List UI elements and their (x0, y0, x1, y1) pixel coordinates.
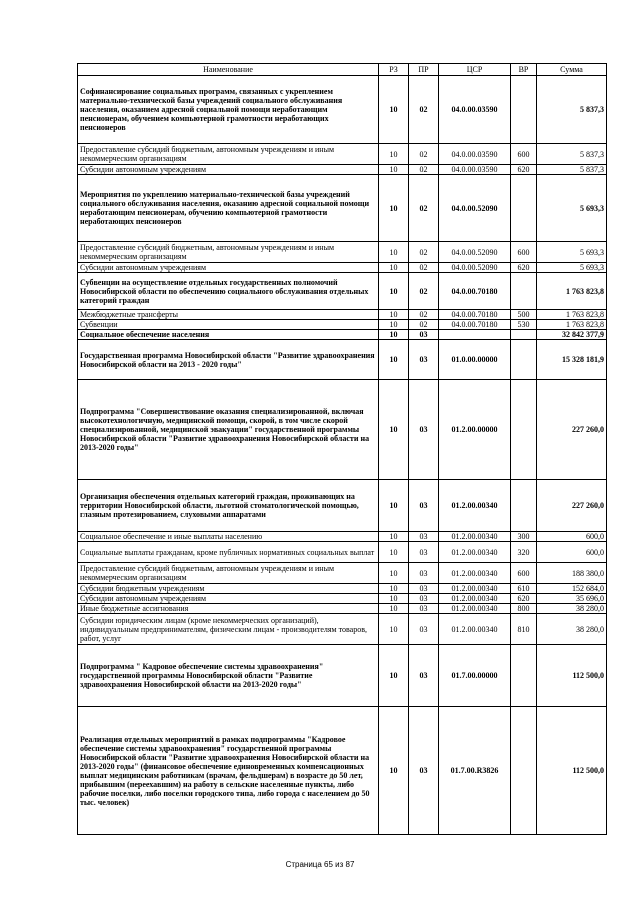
cell-csr: 04.0.00.52090 (439, 242, 511, 263)
cell-csr: 04.0.00.03590 (439, 76, 511, 144)
cell-vr: 610 (511, 584, 537, 594)
cell-vr (511, 480, 537, 532)
cell-name: Реализация отдельных мероприятий в рамках подпрограммы "Кадровое обеспечение системы здравоохранения" государственной программы Новосибирской области "Развитие здравоохранения Новосибирской области на 2013-2020 годы" (финансовое обеспечение единовременных компенсационных выплат медицинским работникам (врачам, фельдшерам) в возрасте до 50 лет, прибывшим (переехавшим) на работу в сельские населенные пункты, либо рабочие поселки, либо поселки городского типа, либо города с населением до 50 тыс. человек) (78, 707, 379, 835)
cell-csr: 04.0.00.70180 (439, 320, 511, 330)
cell-pr: 02 (409, 76, 439, 144)
cell-vr: 530 (511, 320, 537, 330)
cell-vr: 300 (511, 532, 537, 542)
cell-rz: 10 (379, 76, 409, 144)
table-row (78, 594, 607, 604)
cell-name: Субсидии юридическим лицам (кроме некоммерческих организаций), индивидуальным предпринимателям, физическим лицам - производителям товаров, работ, услуг (78, 614, 379, 645)
cell-pr: 03 (409, 707, 439, 835)
cell-csr: 01.2.00.00000 (439, 380, 511, 480)
table-row (78, 604, 607, 614)
cell-name: Социальные выплаты гражданам, кроме публичных нормативных социальных выплат (78, 542, 379, 563)
table-row (78, 320, 607, 330)
header-rz: РЗ (379, 64, 409, 76)
cell-name: Субвенции (78, 320, 379, 330)
cell-sum: 1 763 823,8 (537, 320, 607, 330)
cell-name: Софинансирование социальных программ, связанных с укреплением материально-технической базы учреждений социального обслуживания населения, оказанием адресной социальной помощи неработающим пенсионерам, обучением компьютерной грамотности неработающих пенсионеров (78, 76, 379, 144)
cell-vr: 500 (511, 310, 537, 320)
cell-name: Мероприятия по укреплению материально-технической базы учреждений социального обслуживания населения, оказанию адресной социальной помощи неработающим пенсионерам, обучению компьютерной грамотности неработающих пенсионеров (78, 175, 379, 242)
cell-rz: 10 (379, 480, 409, 532)
cell-vr (511, 76, 537, 144)
cell-rz: 10 (379, 645, 409, 707)
cell-sum: 5 837,3 (537, 144, 607, 165)
cell-pr: 02 (409, 310, 439, 320)
cell-vr (511, 380, 537, 480)
cell-name: Подпрограмма " Кадровое обеспечение системы здравоохранения" государственной программы Новосибирской области "Развитие здравоохранения Новосибирской области на 2013-2020 годы" (78, 645, 379, 707)
cell-vr: 600 (511, 563, 537, 584)
table-header-row (78, 64, 607, 76)
table-row (78, 165, 607, 175)
cell-name: Субсидии автономным учреждениям (78, 165, 379, 175)
cell-csr: 01.2.00.00340 (439, 584, 511, 594)
cell-sum: 112 500,0 (537, 645, 607, 707)
cell-rz: 10 (379, 175, 409, 242)
cell-pr: 03 (409, 380, 439, 480)
table-row (78, 175, 607, 242)
cell-rz: 10 (379, 330, 409, 340)
cell-name: Предоставление субсидий бюджетным, автономным учреждениям и иным некоммерческим организациям (78, 242, 379, 263)
page-footer: Страница 65 из 87 (285, 860, 355, 869)
table-row (78, 144, 607, 165)
cell-csr (439, 330, 511, 340)
table-row (78, 584, 607, 594)
cell-name: Социальное обеспечение и иные выплаты населению (78, 532, 379, 542)
cell-rz: 10 (379, 242, 409, 263)
table-row (78, 330, 607, 340)
cell-name: Государственная программа Новосибирской области "Развитие здравоохранения Новосибирской области на 2013 - 2020 годы" (78, 340, 379, 380)
cell-pr: 02 (409, 273, 439, 310)
cell-name: Организация обеспечения отдельных категорий граждан, проживающих на территории Новосибирской области, льготной стоматологической помощью, глазным протезированием, слуховыми аппаратами (78, 480, 379, 532)
cell-pr: 03 (409, 614, 439, 645)
cell-name: Предоставление субсидий бюджетным, автономным учреждениям и иным некоммерческим организациям (78, 563, 379, 584)
header-name: Наименование (78, 64, 379, 76)
cell-pr: 03 (409, 594, 439, 604)
cell-pr: 02 (409, 175, 439, 242)
cell-csr: 01.7.00.00000 (439, 645, 511, 707)
cell-sum: 5 837,3 (537, 165, 607, 175)
cell-pr: 03 (409, 563, 439, 584)
table-body (78, 76, 607, 835)
cell-csr: 04.0.00.52090 (439, 175, 511, 242)
cell-pr: 03 (409, 542, 439, 563)
cell-rz: 10 (379, 340, 409, 380)
table-row (78, 310, 607, 320)
cell-rz: 10 (379, 584, 409, 594)
cell-name: Подпрограмма "Совершенствование оказания специализированной, включая высокотехнологичную, медицинской помощи, скорой, в том числе скорой специализированной, медицинской эвакуации" государственной программы Новосибирской области "Развитие здравоохранения Новосибирской области на 2013-2020 годы" (78, 380, 379, 480)
cell-vr: 810 (511, 614, 537, 645)
cell-sum: 227 260,0 (537, 480, 607, 532)
table-row (78, 76, 607, 144)
cell-vr: 800 (511, 604, 537, 614)
cell-sum: 38 280,0 (537, 604, 607, 614)
cell-rz: 10 (379, 273, 409, 310)
cell-sum: 1 763 823,8 (537, 310, 607, 320)
cell-sum: 5 693,3 (537, 242, 607, 263)
cell-sum: 35 696,0 (537, 594, 607, 604)
table-row (78, 563, 607, 584)
table-row (78, 263, 607, 273)
cell-sum: 38 280,0 (537, 614, 607, 645)
cell-vr (511, 273, 537, 310)
cell-vr: 600 (511, 242, 537, 263)
cell-pr: 03 (409, 330, 439, 340)
cell-name: Межбюджетные трансферты (78, 310, 379, 320)
cell-sum: 112 500,0 (537, 707, 607, 835)
cell-csr: 01.2.00.00340 (439, 594, 511, 604)
cell-pr: 03 (409, 604, 439, 614)
cell-rz: 10 (379, 594, 409, 604)
cell-name: Социальное обеспечение населения (78, 330, 379, 340)
cell-csr: 04.0.00.52090 (439, 263, 511, 273)
cell-name: Субсидии бюджетным учреждениям (78, 584, 379, 594)
cell-sum: 15 328 181,9 (537, 340, 607, 380)
cell-csr: 04.0.00.70180 (439, 310, 511, 320)
cell-sum: 1 763 823,8 (537, 273, 607, 310)
cell-rz: 10 (379, 165, 409, 175)
cell-vr: 320 (511, 542, 537, 563)
table-row (78, 242, 607, 263)
cell-sum: 5 837,3 (537, 76, 607, 144)
cell-csr: 01.2.00.00340 (439, 542, 511, 563)
header-sum: Сумма (537, 64, 607, 76)
cell-vr (511, 707, 537, 835)
cell-sum: 227 260,0 (537, 380, 607, 480)
cell-pr: 02 (409, 263, 439, 273)
cell-sum: 5 693,3 (537, 263, 607, 273)
cell-name: Иные бюджетные ассигнования (78, 604, 379, 614)
cell-rz: 10 (379, 707, 409, 835)
cell-csr: 01.0.00.00000 (439, 340, 511, 380)
table-row (78, 542, 607, 563)
cell-rz: 10 (379, 310, 409, 320)
table-row (78, 480, 607, 532)
cell-rz: 10 (379, 532, 409, 542)
cell-rz: 10 (379, 263, 409, 273)
cell-csr: 04.0.00.03590 (439, 144, 511, 165)
cell-rz: 10 (379, 380, 409, 480)
cell-vr: 600 (511, 144, 537, 165)
cell-csr: 04.0.00.03590 (439, 165, 511, 175)
table-row (78, 645, 607, 707)
cell-vr (511, 645, 537, 707)
cell-vr (511, 175, 537, 242)
cell-csr: 01.2.00.00340 (439, 480, 511, 532)
cell-sum: 600,0 (537, 542, 607, 563)
table-row (78, 340, 607, 380)
cell-rz: 10 (379, 563, 409, 584)
table-row (78, 707, 607, 835)
cell-name: Субвенции на осуществление отдельных государственных полномочий Новосибирской области по обеспечению социального обслуживания отдельных категорий граждан (78, 273, 379, 310)
cell-rz: 10 (379, 542, 409, 563)
budget-table (77, 63, 607, 835)
header-vr: ВР (511, 64, 537, 76)
header-csr: ЦСР (439, 64, 511, 76)
cell-sum: 32 842 377,9 (537, 330, 607, 340)
cell-rz: 10 (379, 604, 409, 614)
cell-pr: 03 (409, 340, 439, 380)
table-row (78, 614, 607, 645)
cell-pr: 02 (409, 144, 439, 165)
cell-vr (511, 340, 537, 380)
cell-sum: 188 380,0 (537, 563, 607, 584)
cell-csr: 04.0.00.70180 (439, 273, 511, 310)
table-row (78, 273, 607, 310)
cell-vr: 620 (511, 263, 537, 273)
table-row (78, 532, 607, 542)
cell-pr: 03 (409, 645, 439, 707)
cell-name: Субсидии автономным учреждениям (78, 263, 379, 273)
cell-csr: 01.7.00.R3826 (439, 707, 511, 835)
cell-sum: 5 693,3 (537, 175, 607, 242)
cell-vr: 620 (511, 165, 537, 175)
header-pr: ПР (409, 64, 439, 76)
cell-sum: 600,0 (537, 532, 607, 542)
cell-rz: 10 (379, 144, 409, 165)
cell-vr (511, 330, 537, 340)
cell-pr: 02 (409, 242, 439, 263)
cell-vr: 620 (511, 594, 537, 604)
table-row (78, 380, 607, 480)
cell-name: Субсидии автономным учреждениям (78, 594, 379, 604)
cell-pr: 03 (409, 480, 439, 532)
cell-rz: 10 (379, 320, 409, 330)
cell-rz: 10 (379, 614, 409, 645)
cell-csr: 01.2.00.00340 (439, 563, 511, 584)
cell-pr: 02 (409, 165, 439, 175)
cell-pr: 02 (409, 320, 439, 330)
cell-name: Предоставление субсидий бюджетным, автономным учреждениям и иным некоммерческим организациям (78, 144, 379, 165)
cell-csr: 01.2.00.00340 (439, 604, 511, 614)
cell-csr: 01.2.00.00340 (439, 532, 511, 542)
cell-pr: 03 (409, 532, 439, 542)
cell-csr: 01.2.00.00340 (439, 614, 511, 645)
cell-pr: 03 (409, 584, 439, 594)
cell-sum: 152 684,0 (537, 584, 607, 594)
